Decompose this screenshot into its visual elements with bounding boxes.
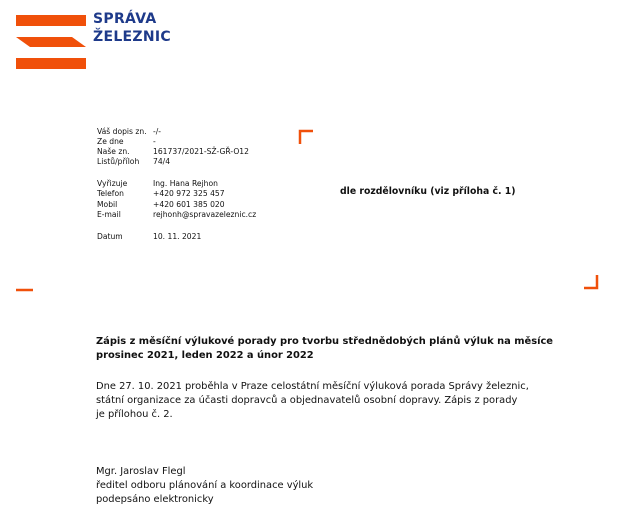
logo-line-2: ŽELEZNIC bbox=[93, 29, 171, 45]
meta-value: +420 972 325 457 bbox=[153, 189, 225, 199]
body-line: státní organizace za účasti dopravců a objednavatelů osobní dopravy. Zápis z porady bbox=[96, 395, 518, 406]
meta-row-phone bbox=[97, 189, 256, 199]
address-corner-mark-bottom-right bbox=[583, 274, 599, 290]
meta-label: Mobil bbox=[97, 199, 118, 209]
meta-label: Telefon bbox=[97, 189, 124, 199]
meta-value: +420 601 385 020 bbox=[153, 199, 225, 209]
meta-row-email bbox=[97, 210, 256, 220]
addressee: dle rozdělovníku (viz příloha č. 1) bbox=[340, 186, 516, 197]
meta-label: Váš dopis zn. bbox=[97, 127, 147, 136]
meta-value: 10. 11. 2021 bbox=[153, 231, 202, 241]
meta-value: -/- bbox=[153, 127, 162, 136]
letter-body bbox=[96, 380, 566, 422]
meta-label: Naše zn. bbox=[97, 147, 130, 157]
meta-label: Listů/příloh bbox=[97, 157, 140, 167]
meta-label: Vyřizuje bbox=[97, 179, 128, 189]
signature-block bbox=[96, 465, 313, 507]
address-corner-mark-top-left bbox=[298, 129, 314, 145]
logo-line-1: SPRÁVA bbox=[93, 11, 157, 27]
subject-line: Zápis z měsíční výlukové porady pro tvorbu střednědobých plánů výluk na měsíce bbox=[96, 336, 554, 347]
meta-value: 161737/2021-SŽ-GŘ-O12 bbox=[153, 147, 249, 157]
meta-value: - bbox=[153, 137, 156, 147]
letter-subject bbox=[96, 335, 566, 363]
body-line: je přílohou č. 2. bbox=[96, 409, 173, 420]
signatory-name: Mgr. Jaroslav Flegl bbox=[96, 466, 186, 477]
meta-row-pages bbox=[97, 157, 256, 167]
meta-label: Ze dne bbox=[97, 137, 124, 147]
subject-line: prosinec 2021, leden 2022 a únor 2022 bbox=[96, 350, 314, 361]
meta-value: 74/4 bbox=[153, 157, 171, 167]
letter-metadata bbox=[97, 127, 256, 242]
meta-row-date-of-letter bbox=[97, 137, 256, 147]
signature-note: podepsáno elektronicky bbox=[96, 494, 214, 505]
meta-label: Datum bbox=[97, 231, 123, 241]
sz-logo-icon bbox=[16, 15, 86, 69]
meta-row-your-letter bbox=[97, 127, 256, 137]
meta-label: E-mail bbox=[97, 209, 121, 219]
meta-row-our-ref bbox=[97, 147, 256, 157]
meta-row-handled-by bbox=[97, 179, 256, 189]
meta-row-mobile bbox=[97, 200, 256, 210]
body-line: Dne 27. 10. 2021 proběhla v Praze celostátní měsíční výluková porada Správy železnic, bbox=[96, 381, 529, 392]
meta-value: rejhonh@spravazeleznic.cz bbox=[153, 209, 257, 219]
logo-wordmark bbox=[93, 10, 171, 46]
fold-mark bbox=[16, 287, 34, 293]
signatory-title: ředitel odboru plánování a koordinace výluk bbox=[96, 480, 314, 491]
meta-value: Ing. Hana Rejhon bbox=[153, 179, 218, 189]
meta-row-date bbox=[97, 232, 256, 242]
